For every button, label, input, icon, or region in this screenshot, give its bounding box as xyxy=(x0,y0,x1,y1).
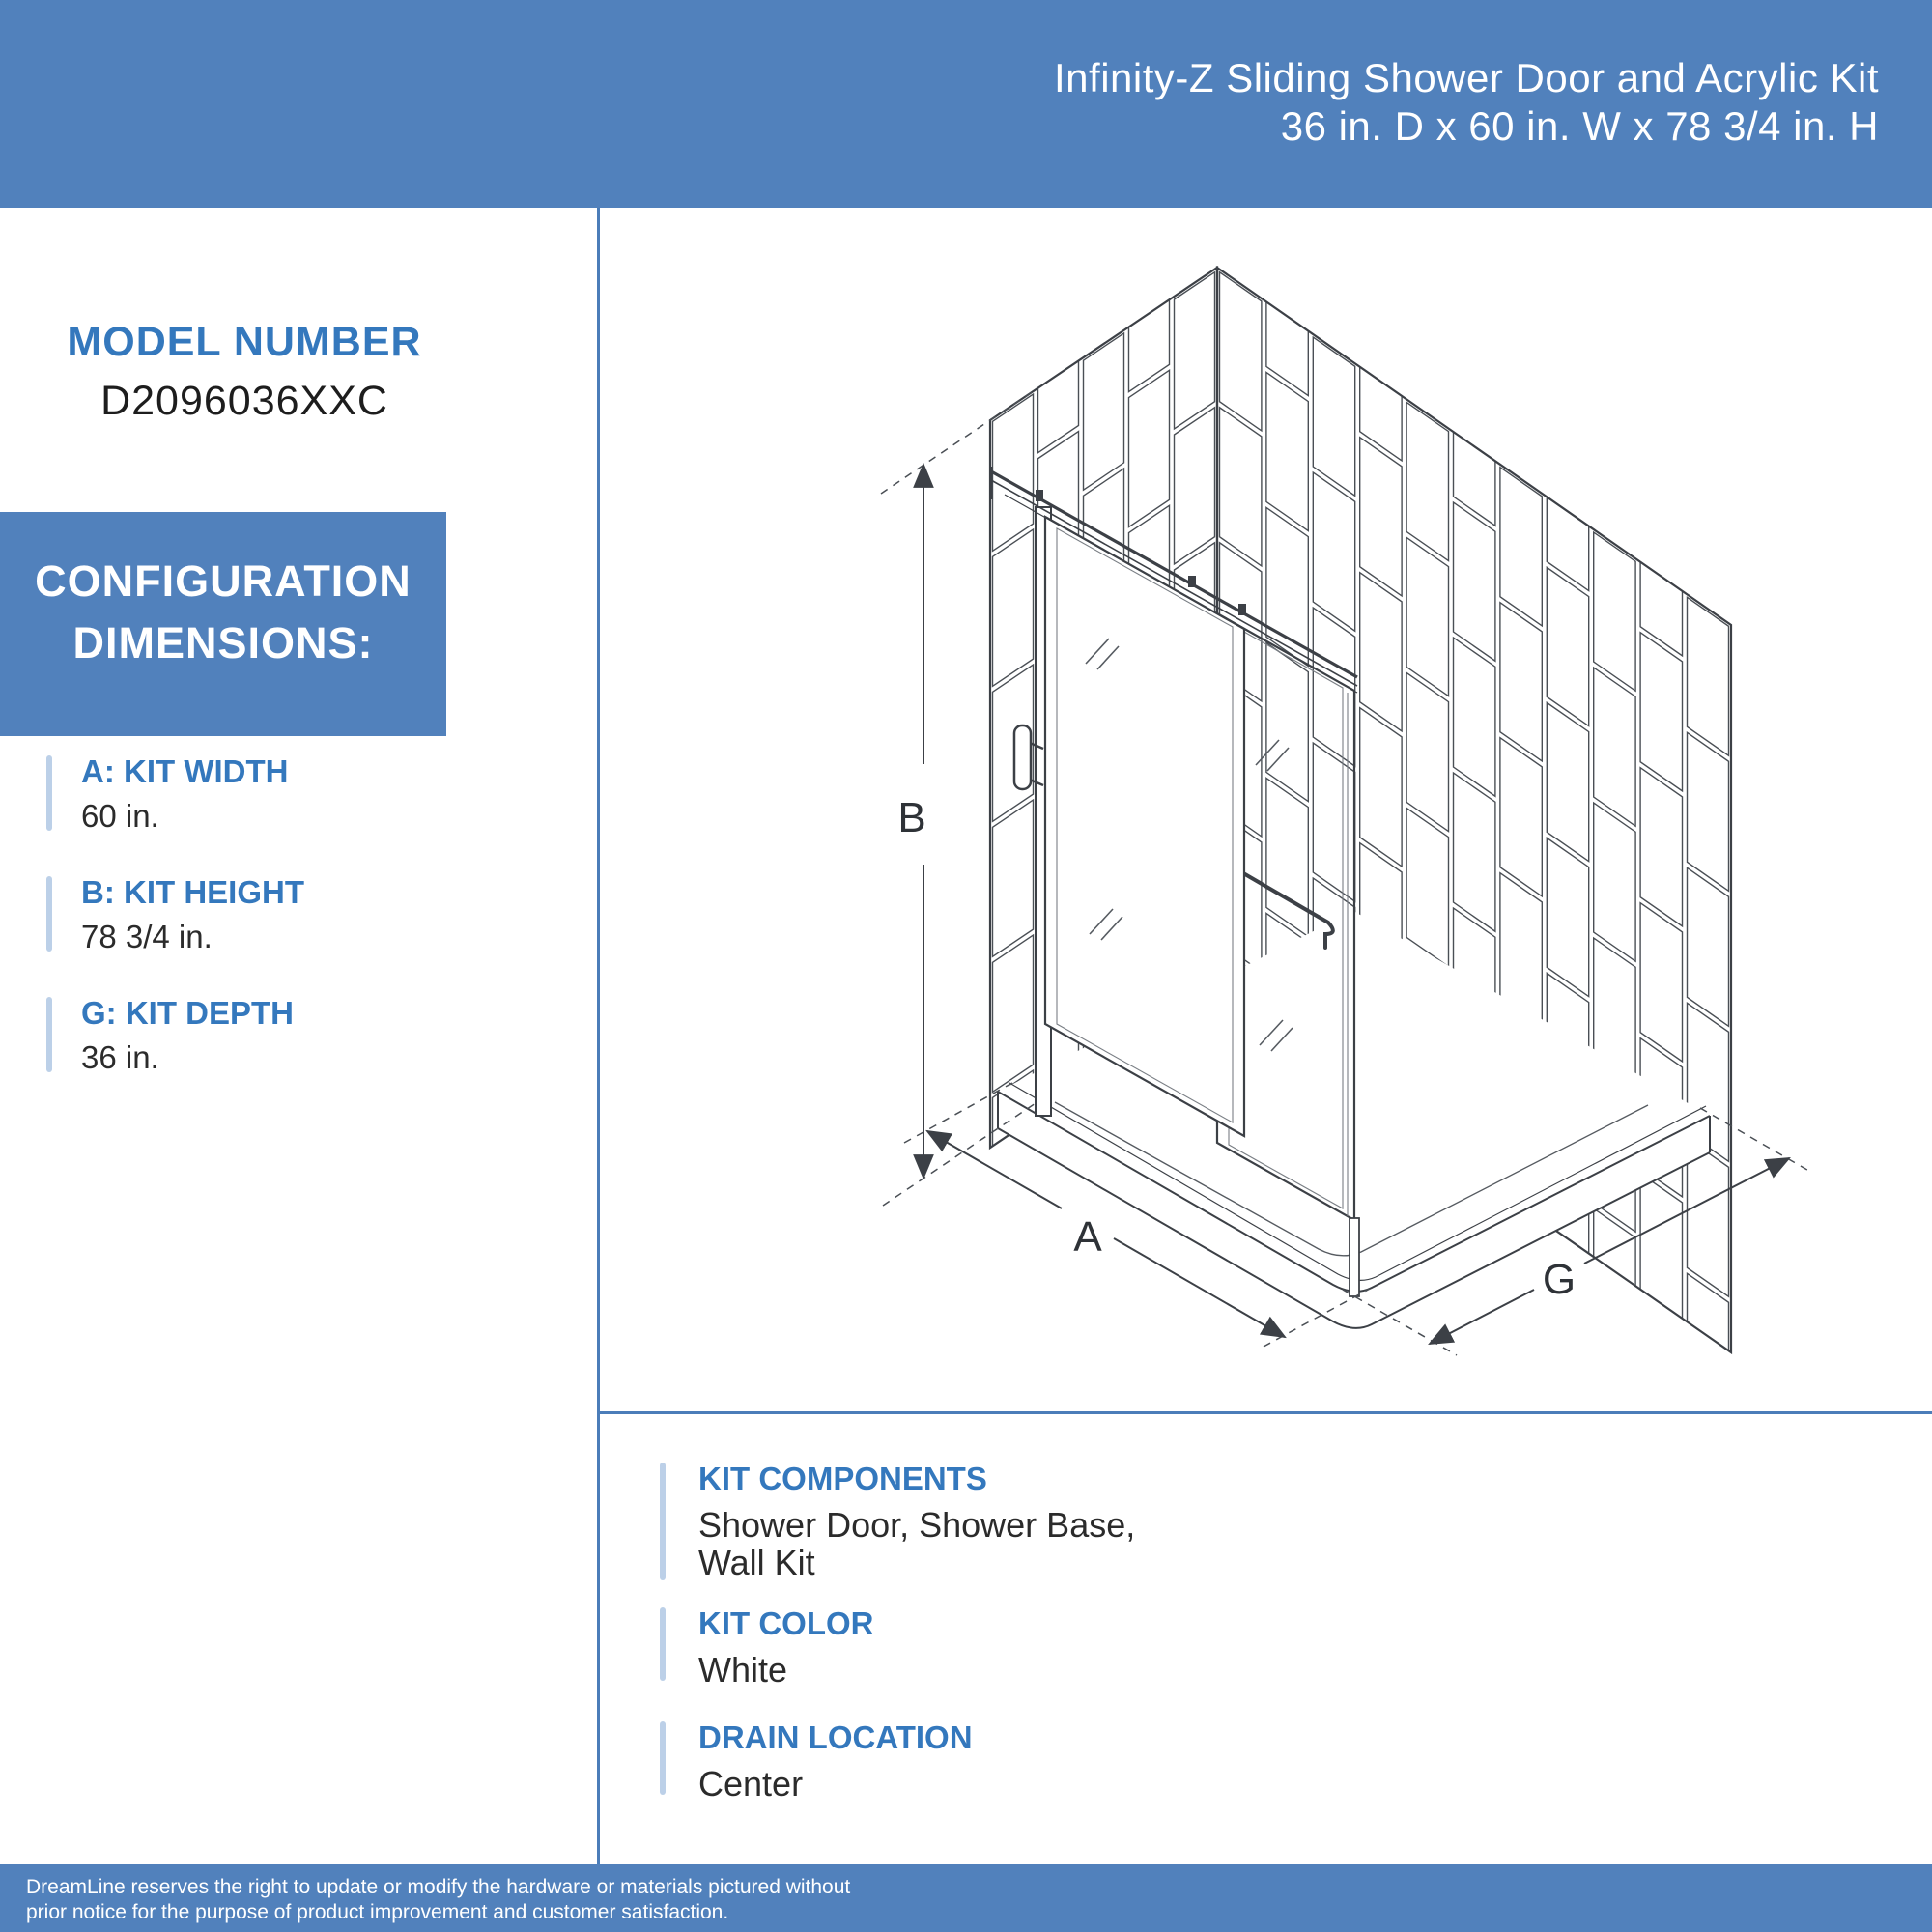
accent-bar xyxy=(46,997,52,1072)
footer-disclaimer xyxy=(0,1864,1932,1932)
kit-color-value: White xyxy=(698,1650,788,1690)
config-title-line2: DIMENSIONS: xyxy=(72,618,374,668)
accent-bar xyxy=(660,1607,666,1681)
kit-components-value xyxy=(698,1506,1529,1581)
dimension-row-kit-width xyxy=(46,753,452,836)
accent-bar xyxy=(46,755,52,831)
kit-depth-value: 36 in. xyxy=(81,1039,159,1075)
kit-color-label: KIT COLOR xyxy=(698,1605,874,1641)
model-number-block xyxy=(0,319,489,425)
dimension-label-depth: G xyxy=(1542,1256,1577,1303)
disclaimer-line2: prior notice for the purpose of product improvement and customer satisfaction. xyxy=(26,1901,729,1923)
accent-bar xyxy=(46,876,52,952)
model-number-label: MODEL NUMBER xyxy=(67,319,422,365)
detail-row-kit-color xyxy=(660,1605,1529,1689)
kit-width-label: A: KIT WIDTH xyxy=(81,753,289,789)
header-banner xyxy=(0,0,1932,208)
detail-row-drain-location xyxy=(660,1719,1529,1803)
drain-location-value: Center xyxy=(698,1764,804,1804)
kit-height-value: 78 3/4 in. xyxy=(81,919,213,954)
detail-row-kit-components xyxy=(660,1461,1529,1581)
product-size-subtitle: 36 in. D x 60 in. W x 78 3/4 in. H xyxy=(1280,103,1879,149)
accent-bar xyxy=(660,1721,666,1795)
shower-isometric-diagram xyxy=(599,188,1932,1411)
accent-bar xyxy=(660,1463,666,1580)
drain-location-label: DRAIN LOCATION xyxy=(698,1719,973,1755)
kit-height-label: B: KIT HEIGHT xyxy=(81,874,304,910)
dimension-label-height: B xyxy=(897,794,926,841)
kit-depth-label: G: KIT DEPTH xyxy=(81,995,294,1031)
dimension-row-kit-height xyxy=(46,874,452,956)
kit-components-value-line1: Shower Door, Shower Base, xyxy=(698,1505,1136,1545)
dimension-label-width: A xyxy=(1073,1213,1102,1261)
horizontal-divider xyxy=(597,1411,1932,1414)
configuration-dimensions-box xyxy=(0,512,446,736)
dimension-row-kit-depth xyxy=(46,995,452,1077)
config-title-line1: CONFIGURATION xyxy=(35,556,412,606)
kit-width-value: 60 in. xyxy=(81,798,159,834)
disclaimer-line1: DreamLine reserves the right to update or modify the hardware or materials pictured without xyxy=(26,1876,851,1898)
model-number-value: D2096036XXC xyxy=(100,378,388,424)
kit-components-value-line2: Wall Kit xyxy=(698,1543,815,1582)
product-title: Infinity-Z Sliding Shower Door and Acrylic Kit xyxy=(1054,55,1879,100)
kit-components-label: KIT COMPONENTS xyxy=(698,1461,987,1496)
